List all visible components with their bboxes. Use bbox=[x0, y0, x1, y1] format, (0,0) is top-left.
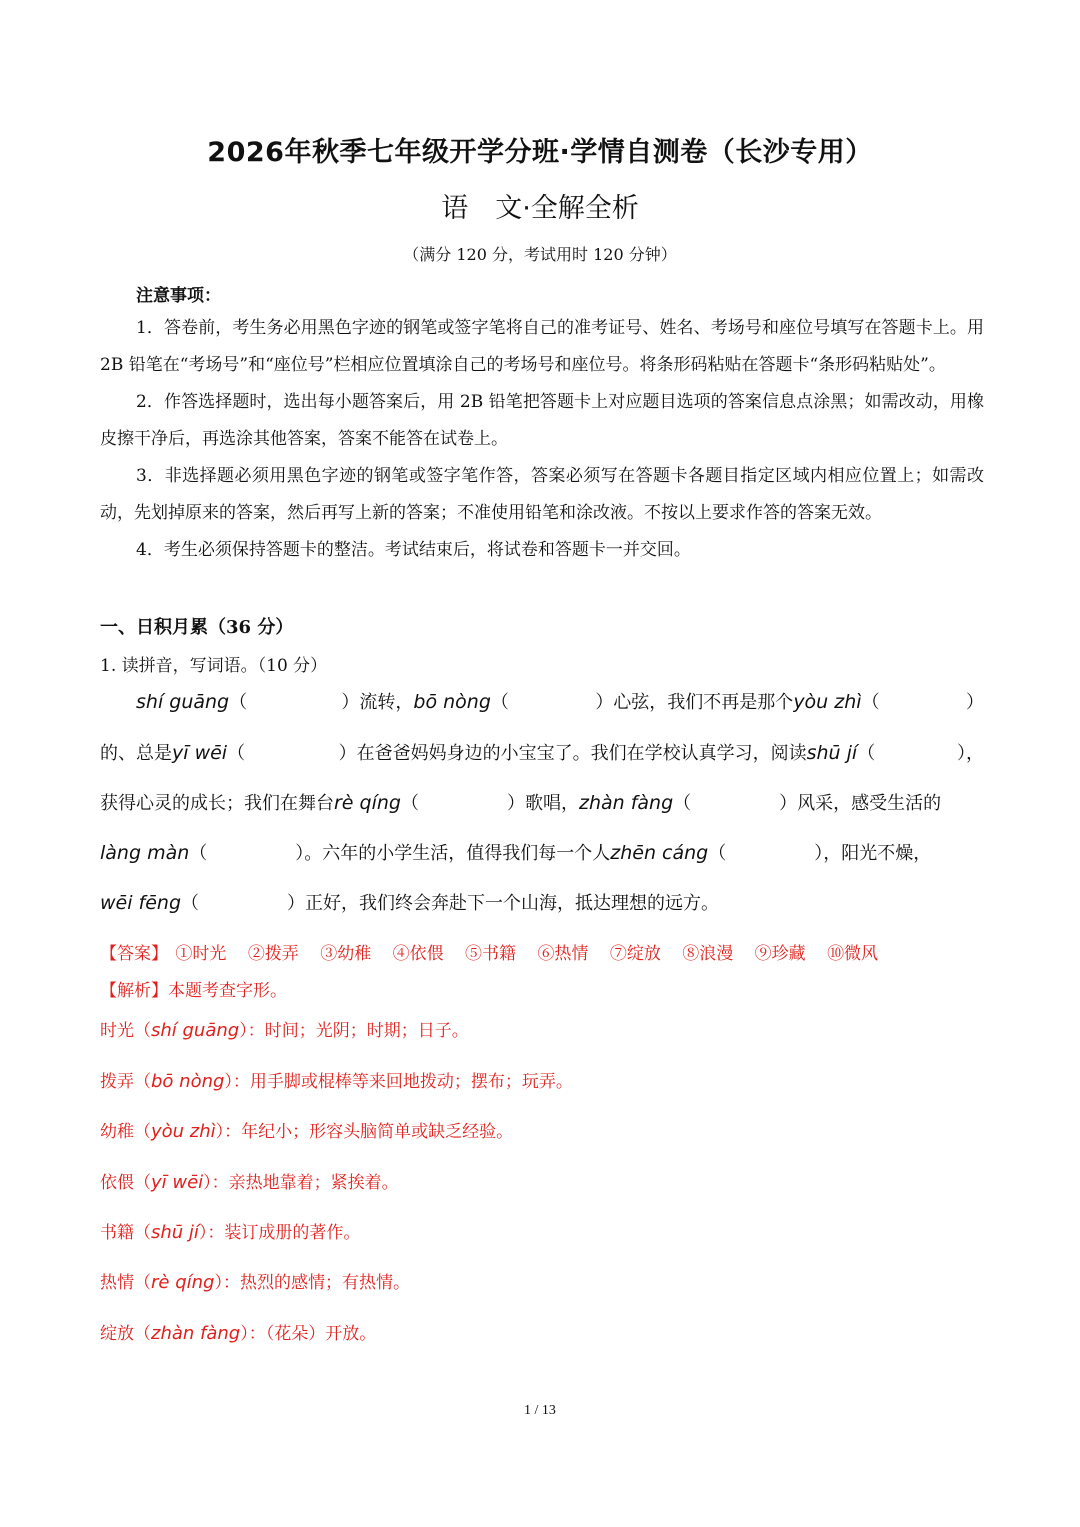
page-number: 1 / 13 bbox=[524, 1403, 556, 1418]
passage-text: ）正好，我们终会奔赴下一个山海，抵达理想的远方。 bbox=[287, 893, 720, 914]
definition-word: 拨弄（ bbox=[100, 1072, 151, 1092]
passage-text: ）。六年的小学生活，值得我们每一个人 bbox=[295, 843, 611, 864]
answer-item: ①时光 bbox=[175, 944, 227, 964]
pinyin: yī wēi bbox=[172, 742, 228, 764]
definition-word: 绽放（ bbox=[100, 1324, 151, 1344]
answer-item: ②拨弄 bbox=[247, 944, 299, 964]
definition-pinyin: yòu zhì bbox=[151, 1121, 216, 1142]
analysis-tag: 【解析】 bbox=[100, 981, 168, 1001]
definition-pinyin: bō nòng bbox=[151, 1071, 225, 1092]
definition-line bbox=[100, 1067, 573, 1092]
passage-text: ）流转， bbox=[341, 692, 414, 713]
passage-text: 的、总是 bbox=[100, 743, 172, 764]
pinyin: wēi fēng bbox=[100, 892, 182, 914]
page-subtitle: 语 文·全解全析 bbox=[441, 193, 639, 224]
definition-text: ）：装订成册的著作。 bbox=[198, 1223, 361, 1243]
question-heading: 1. 读拼音，写词语。（10 分） bbox=[100, 656, 328, 676]
pinyin: zhàn fàng bbox=[578, 792, 674, 814]
definition-pinyin: rè qíng bbox=[151, 1272, 215, 1293]
passage-line: 的、总是 yī wēi （ ）在爸爸妈妈身边的小宝宝了。我们在学校认真学习，阅读 shū jí （ ）， bbox=[100, 739, 984, 765]
definition-pinyin: shū jí bbox=[151, 1222, 199, 1243]
pinyin: yòu zhì bbox=[793, 691, 862, 713]
answer-item: ⑤书籍 bbox=[465, 944, 517, 964]
answer-item: ⑨珍藏 bbox=[754, 944, 806, 964]
notice-rule: 4．考生必须保持答题卡的整洁。考试结束后，将试卷和答题卡一并交回。 bbox=[136, 540, 691, 560]
passage-line: shí guāng （ ）流转， bō nòng （ ）心弦，我们不再是那个 yòu zhì （ ） bbox=[100, 688, 984, 714]
answer-item: ③幼稚 bbox=[320, 944, 372, 964]
definition-pinyin: zhàn fàng bbox=[151, 1323, 241, 1344]
definition-pinyin: shí guāng bbox=[151, 1020, 240, 1041]
passage-text: ），阳光不燥， bbox=[814, 843, 932, 864]
definition-text: ）：用手脚或棍棒等来回地拨动；摆布；玩弄。 bbox=[224, 1072, 573, 1092]
definition-line bbox=[100, 1016, 469, 1041]
passage-line: làng màn （ ）。六年的小学生活，值得我们每一个人 zhēn cáng （ ），阳光不燥， bbox=[100, 839, 984, 865]
notice-rule: 2．作答选择题时，选出每小题答案后，用 2B 铅笔把答题卡上对应题目选项的答案信息点涂黑；如需改动，用橡皮擦干净后，再选涂其他答案，答案不能答在试卷上。 bbox=[100, 392, 984, 449]
pinyin: shū jí bbox=[806, 742, 858, 764]
definition-word: 时光（ bbox=[100, 1021, 151, 1041]
answer-item: ④依偎 bbox=[392, 944, 444, 964]
answer-item: ⑦绽放 bbox=[609, 944, 661, 964]
definition-word: 书籍（ bbox=[100, 1223, 151, 1243]
section-heading: 一、日积月累（36 分） bbox=[100, 617, 294, 638]
answer-item: ⑧浪漫 bbox=[682, 944, 734, 964]
pinyin: làng màn bbox=[100, 842, 190, 864]
pinyin: bō nòng bbox=[413, 691, 491, 713]
definition-text: ）：亲热地靠着；紧挨着。 bbox=[203, 1173, 399, 1193]
notice-rule: 3．非选择题必须用黑色字迹的钢笔或签字笔作答，答案必须写在答题卡各题目指定区域内相应位置上；如需改动，先划掉原来的答案，然后再写上新的答案；不准使用铅笔和涂改液。不按以上要求作答的答案无效。 bbox=[100, 466, 984, 523]
passage-line: 获得心灵的成长；我们在舞台 rè qíng （ ）歌唱， zhàn fàng （ ）风采，感受生活的 bbox=[100, 789, 984, 815]
definition-text: ）：时间；光阴；时期；日子。 bbox=[239, 1021, 469, 1041]
definition-line bbox=[100, 1268, 410, 1293]
passage-text: ） bbox=[965, 692, 984, 713]
definition-word: 依偎（ bbox=[100, 1173, 151, 1193]
pinyin: zhēn cáng bbox=[610, 842, 709, 864]
definition-word: 热情（ bbox=[100, 1273, 151, 1293]
passage-text: ）风采，感受生活的 bbox=[779, 793, 942, 814]
pinyin: rè qíng bbox=[334, 792, 401, 814]
definition-text: ）：热烈的感情；有热情。 bbox=[214, 1273, 410, 1293]
page-title: 2026年秋季七年级开学分班·学情自测卷（长沙专用） bbox=[207, 137, 873, 168]
definition-text: ）：（花朵）开放。 bbox=[240, 1324, 377, 1344]
passage-text: ）歌唱， bbox=[506, 793, 579, 814]
definition-line bbox=[100, 1218, 360, 1243]
answer-tag: 【答案】 bbox=[100, 944, 168, 964]
passage-line: wēi fēng （ ）正好，我们终会奔赴下一个山海，抵达理想的远方。 bbox=[100, 889, 984, 915]
passage-text: ）在爸爸妈妈身边的小宝宝了。我们在学校认真学习，阅读 bbox=[338, 743, 807, 764]
definition-pinyin: yī wēi bbox=[151, 1172, 204, 1193]
score-note: （满分 120 分，考试用时 120 分钟） bbox=[403, 245, 677, 264]
notice-rule: 1．答卷前，考生务必用黑色字迹的钢笔或签字笔将自己的准考证号、姓名、考场号和座位号填写在答题卡上。用 2B 铅笔在“考场号”和“座位号”栏相应位置填涂自己的考场号和座位号。将条形码粘贴在答题卡“条形码粘贴处”。 bbox=[100, 318, 984, 375]
definition-text: ）：年纪小；形容头脑简单或缺乏经验。 bbox=[215, 1122, 514, 1142]
analysis-text: 本题考查字形。 bbox=[168, 981, 287, 1001]
answer-item: ⑩微风 bbox=[827, 944, 879, 964]
definition-word: 幼稚（ bbox=[100, 1122, 151, 1142]
passage-text: ）心弦，我们不再是那个 bbox=[595, 692, 794, 713]
analysis-line bbox=[100, 976, 287, 1001]
passage-text: 获得心灵的成长；我们在舞台 bbox=[100, 793, 334, 814]
answer-item: ⑥热情 bbox=[537, 944, 589, 964]
passage-text: ）， bbox=[957, 743, 984, 764]
notice-heading: 注意事项： bbox=[136, 286, 221, 306]
definition-line bbox=[100, 1117, 513, 1142]
notice-rules bbox=[100, 310, 984, 569]
pinyin: shí guāng bbox=[136, 691, 230, 713]
definition-line bbox=[100, 1319, 376, 1344]
answer-line bbox=[100, 939, 894, 964]
definition-line bbox=[100, 1168, 399, 1193]
